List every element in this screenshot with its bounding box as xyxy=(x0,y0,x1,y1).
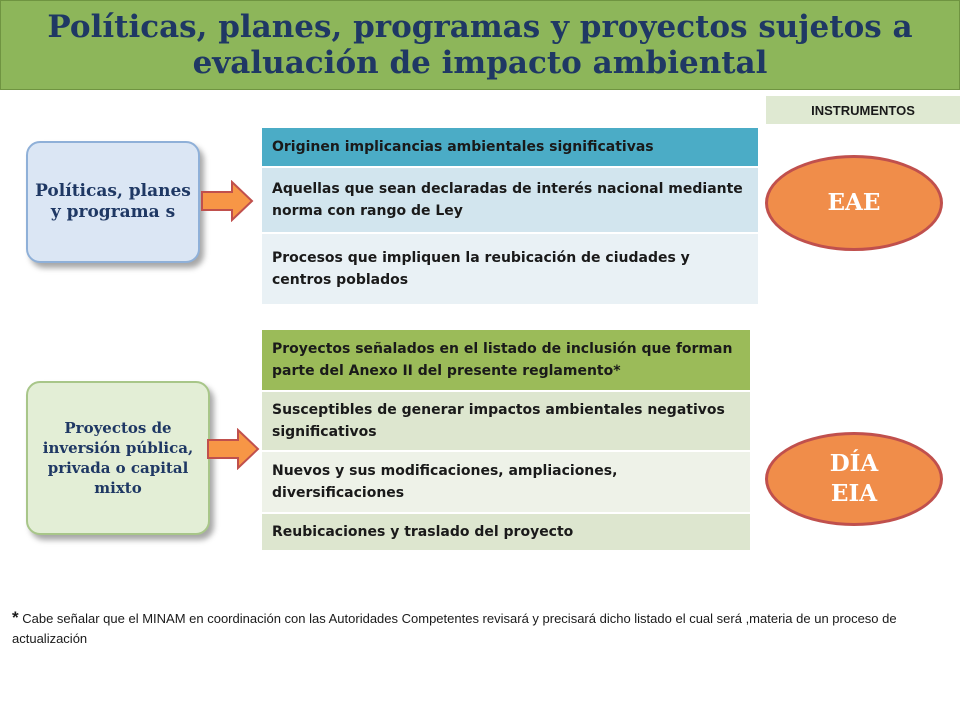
table-row: Aquellas que sean declaradas de interés nacional mediante norma con rango de Ley xyxy=(262,168,758,234)
footnote xyxy=(12,608,952,649)
category-label-policies: Políticas, planes y programa s xyxy=(35,181,191,222)
footnote-text: Cabe señalar que el MINAM en coordinación con las Autoridades Competentes revisará y precisará dicho listado el cual será ,materia de un proceso de actualización xyxy=(12,611,897,646)
instruments-label: INSTRUMENTOS xyxy=(766,96,960,124)
table-row: Nuevos y sus modificaciones, ampliaciones, diversificaciones xyxy=(262,452,750,514)
criteria-table-projects xyxy=(262,330,750,552)
category-box-policies xyxy=(26,141,200,263)
instrument-dia-eia xyxy=(765,432,943,526)
criteria-table-policies xyxy=(262,128,758,306)
footnote-marker: * xyxy=(12,608,19,627)
title-bar xyxy=(0,0,960,90)
table-row: Originen implicancias ambientales significativas xyxy=(262,128,758,168)
table-row: Reubicaciones y traslado del proyecto xyxy=(262,514,750,552)
category-label-projects: Proyectos de inversión pública, privada o capital mixto xyxy=(42,419,194,497)
instrument-eae xyxy=(765,155,943,251)
arrow-right-icon xyxy=(200,180,254,222)
table-row: Procesos que impliquen la reubicación de ciudades y centros poblados xyxy=(262,234,758,306)
instrument-eae-label: EAE xyxy=(827,189,881,216)
table-row: Proyectos señalados en el listado de inclusión que forman parte del Anexo II del presente reglamento* xyxy=(262,330,750,392)
arrow-right-icon xyxy=(206,428,260,470)
instrument-eia-label: EIA xyxy=(830,480,878,507)
instrument-dia-label: DÍA xyxy=(829,450,879,477)
category-box-projects xyxy=(26,381,210,535)
table-row: Susceptibles de generar impactos ambientales negativos significativos xyxy=(262,392,750,452)
page-title: Políticas, planes, programas y proyectos sujetos a evaluación de impacto ambiental xyxy=(47,9,913,81)
